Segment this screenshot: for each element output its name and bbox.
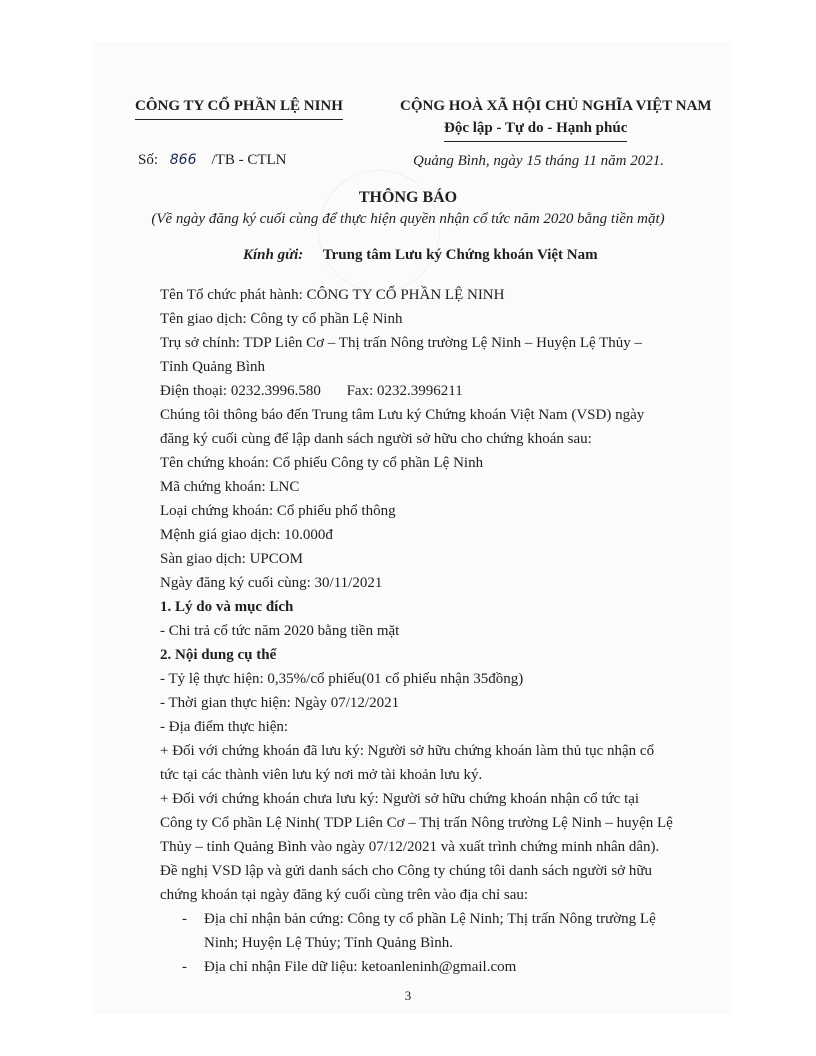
security-code-line: Mã chứng khoán: LNC [160,479,300,495]
trade-name-line: Tên giao dịch: Công ty cổ phần Lệ Ninh [160,311,403,327]
notice-line-2: đăng ký cuối cùng để lập danh sách người sở hữu cho chứng khoán sau: [160,431,592,447]
exchange-line: Sàn giao dịch: UPCOM [160,551,303,567]
document-subtitle: (Về ngày đăng ký cuối cùng để thực hiện quyền nhận cổ tức năm 2020 bằng tiền mặt) [151,211,665,227]
address-line-1: Trụ sở chính: TDP Liên Cơ – Thị trấn Nông trường Lệ Ninh – Huyện Lệ Thủy – [160,335,643,351]
undeposited-line-3: Thủy – tỉnh Quảng Bình vào ngày 07/12/2021 và xuất trình chứng minh nhân dân). [160,839,660,855]
motto-header: Độc lập - Tự do - Hạnh phúc [444,120,627,137]
par-value-line: Mệnh giá giao dịch: 10.000đ [160,527,333,543]
date-line: Quảng Bình, ngày 15 tháng 11 năm 2021. [413,153,664,169]
location-line: - Địa điểm thực hiện: [160,719,289,735]
request-line-2: chứng khoán tại ngày đăng ký cuối cùng trên vào địa chỉ sau: [160,887,529,903]
security-type-line: Loại chứng khoán: Cổ phiếu phổ thông [160,503,396,519]
list-dash: - [182,911,187,927]
company-name-header: CÔNG TY CỔ PHẦN LỆ NINH [135,98,343,115]
issuer-line: Tên Tổ chức phát hành: CÔNG TY CỔ PHẦN LỆ NINH [160,287,505,303]
deposited-line-1: + Đối với chứng khoán đã lưu ký: Người sở hữu chứng khoán làm thủ tục nhận cổ [160,743,655,759]
section-2-title: 2. Nội dung cụ thể [160,647,277,663]
request-line-1: Đề nghị VSD lập và gửi danh sách cho Công ty chúng tôi danh sách người sở hữu [160,863,652,879]
undeposited-line-1: + Đối với chứng khoán chưa lưu ký: Người sở hữu chứng khoán nhận cổ tức tại [160,791,640,807]
undeposited-line-2: Công ty Cổ phần Lệ Ninh( TDP Liên Cơ – Thị trấn Nông trường Lệ Ninh – huyện Lệ [160,815,673,831]
doc-number-suffix: /TB - CTLN [211,152,287,168]
notice-line-1: Chúng tôi thông báo đến Trung tâm Lưu ký Chứng khoán Việt Nam (VSD) ngày [160,407,645,423]
payment-date-line: - Thời gian thực hiện: Ngày 07/12/2021 [160,695,400,711]
section-1-title: 1. Lý do và mục đích [160,599,294,615]
security-name-line: Tên chứng khoán: Cổ phiếu Công ty cổ phần Lệ Ninh [160,455,484,471]
hardcopy-address-line-2: Ninh; Huyện Lệ Thủy; Tỉnh Quảng Bình. [204,935,454,951]
deposited-line-2: tức tại các thành viên lưu ký nơi mở tài khoản lưu ký. [160,767,483,783]
nation-header: CỘNG HOÀ XÃ HỘI CHỦ NGHĨA VIỆT NAM [400,98,712,114]
record-date-line: Ngày đăng ký cuối cùng: 30/11/2021 [160,575,383,591]
greeting-label: Kính gửi: [243,247,304,263]
list-dash: - [182,959,187,975]
doc-number-label: Số: [138,152,159,168]
contact-line [160,383,463,400]
ratio-line: - Tỷ lệ thực hiện: 0,35%/cổ phiếu(01 cổ phiếu nhận 35đồng) [160,671,524,687]
page-number: 3 [404,988,412,1003]
fax-text: Fax: 0232.3996211 [346,383,463,399]
document-number [138,152,287,169]
greeting [243,247,598,264]
datafile-address-line: Địa chỉ nhận File dữ liệu: ketoanleninh@gmail.com [204,959,517,975]
greeting-recipient: Trung tâm Lưu ký Chứng khoán Việt Nam [322,247,598,263]
section-1-item: - Chi trả cổ tức năm 2020 bằng tiền mặt [160,623,400,639]
doc-number-handwritten: 866 [169,152,197,168]
address-line-2: Tỉnh Quảng Bình [160,359,265,375]
hardcopy-address-line-1: Địa chỉ nhận bản cứng: Công ty cổ phần Lệ Ninh; Thị trấn Nông trường Lệ [204,911,656,927]
document-title: THÔNG BÁO [358,189,458,206]
phone-text: Điện thoại: 0232.3996.580 [160,383,321,399]
